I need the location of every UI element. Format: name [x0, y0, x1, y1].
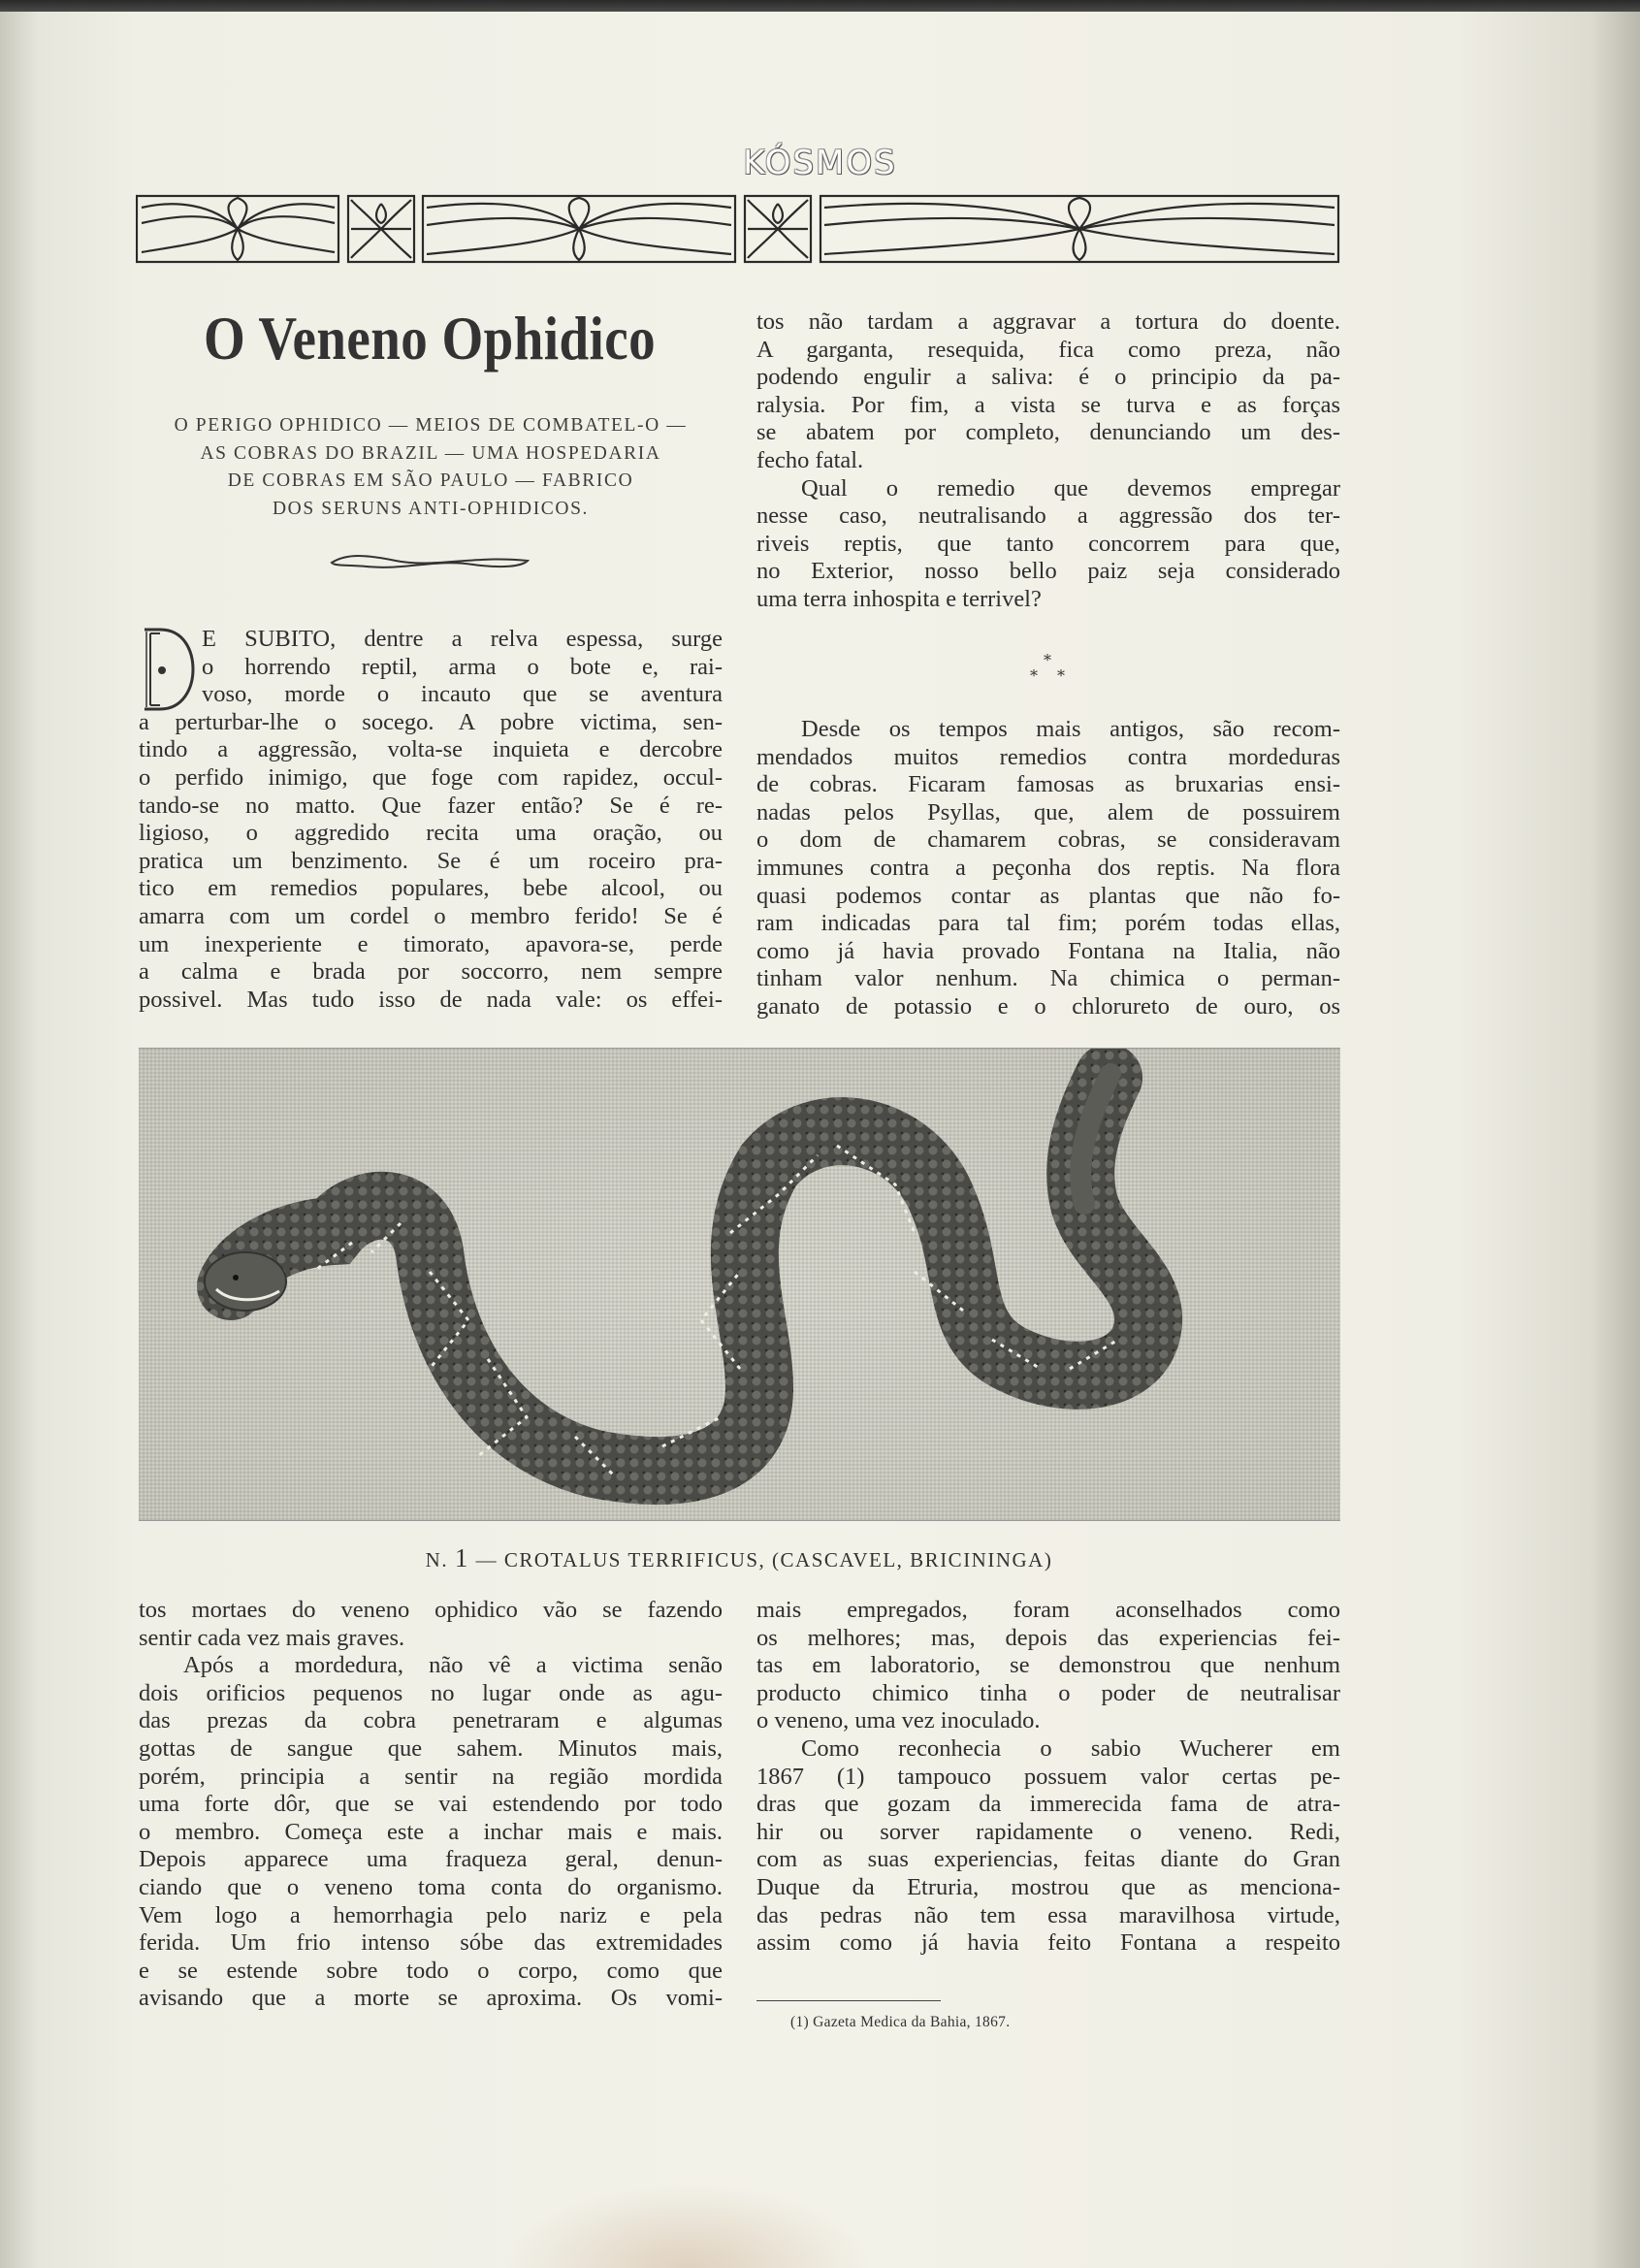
text-line: riveis reptis, que tanto concorrem para que,	[756, 530, 1340, 557]
text-line: possivel. Mas tudo isso de nada vale: os effei-	[139, 986, 723, 1013]
text-line: producto chimico tinha o poder de neutralisar	[756, 1679, 1340, 1706]
text-line: tos não tardam a aggravar a tortura do doente.	[756, 308, 1340, 335]
text-line: e se estende sobre todo o corpo, como que	[139, 1957, 723, 1984]
floral-ornament-border	[136, 194, 1340, 264]
asterism-section-break-icon	[1009, 652, 1086, 691]
text-line: como já havia provado Fontana na Italia, não	[756, 937, 1340, 964]
text-line: E SUBITO, dentre a relva espessa, surge	[202, 626, 723, 652]
text-line: Como reconhecia o sabio Wucherer em	[801, 1734, 1340, 1762]
footnote: (1) Gazeta Medica da Bahia, 1867.	[790, 2014, 1011, 2030]
right-column-bottom	[756, 1597, 1340, 1958]
text-line: voso, morde o incauto que se aventura	[202, 681, 723, 708]
subtitle-line: DOS SERUNS ANTI-OPHIDICOS.	[272, 498, 589, 519]
magazine-masthead: KÓSMOS	[743, 144, 897, 182]
text-line: o horrendo reptil, arma o bote e, rai-	[202, 653, 723, 680]
decorative-swash-divider	[328, 551, 531, 572]
text-line: ciando que o veneno toma conta do organismo.	[139, 1873, 723, 1900]
text-line: se abatem por completo, denunciando um des-	[756, 419, 1340, 446]
text-line: Depois apparece uma fraqueza geral, denun-	[139, 1846, 723, 1873]
text-line: mais empregados, foram aconselhados como	[756, 1597, 1340, 1623]
article-subtitle	[139, 412, 723, 523]
text-line: dois orificios pequenos no lugar onde as agu-	[139, 1679, 723, 1706]
text-line: avisando que a morte se aproxima. Os vomi-	[139, 1985, 723, 2012]
text-line: tico em remedios populares, bebe alcool, ou	[139, 875, 723, 902]
figure-number: 1	[454, 1543, 469, 1572]
text-line: nadas pelos Psyllas, que, alem de possuirem	[756, 798, 1340, 826]
svg-text:*: *	[1057, 666, 1065, 685]
text-line: Desde os tempos mais antigos, são recom-	[801, 716, 1340, 742]
text-line: o veneno, uma vez inoculado.	[756, 1707, 1041, 1734]
text-line: sentir cada vez mais graves.	[139, 1624, 405, 1651]
text-line: ralysia. Por fim, a vista se turva e as forças	[756, 391, 1340, 418]
svg-text:*: *	[1044, 652, 1051, 669]
left-column-bottom	[139, 1597, 723, 2013]
text-line: 1867 (1) tampouco possuem valor certas pe-	[756, 1763, 1340, 1790]
text-line: hir ou sorver rapidamente o veneno. Redi,	[756, 1818, 1340, 1845]
figure-caption	[0, 1543, 1478, 1573]
text-line: a calma e brada por soccorro, nem sempre	[139, 958, 723, 986]
snake-illustration-icon	[139, 1049, 1340, 1520]
text-line: no Exterior, nosso bello paiz seja considerado	[756, 558, 1340, 585]
right-column-middle	[756, 716, 1340, 1021]
text-line: fecho fatal.	[756, 446, 864, 473]
text-line: dras que gozam da immerecida fama de atra-	[756, 1791, 1340, 1818]
text-line: Após a mordedura, não vê a victima senão	[183, 1652, 723, 1679]
svg-text:*: *	[1030, 666, 1038, 685]
text-line: gottas de sangue que sahem. Minutos mais,	[139, 1734, 723, 1762]
text-line: assim como já havia feito Fontana a respeito	[756, 1929, 1340, 1957]
scan-top-edge	[0, 0, 1640, 12]
text-line: tinham valor nenhum. Na chimica o perman-	[756, 965, 1340, 992]
article-title: O Veneno Ophidico	[203, 304, 657, 373]
text-line: Qual o remedio que devemos empregar	[801, 474, 1340, 502]
text-line: tas em laboratorio, se demonstrou que nenhum	[756, 1652, 1340, 1679]
text-line: tos mortaes do veneno ophidico vão se fazendo	[139, 1597, 723, 1623]
text-line: os melhores; mas, depois das experiencias fei-	[756, 1624, 1340, 1651]
text-line: das pedras não tem essa maravilhosa virtude,	[756, 1901, 1340, 1928]
text-line: ganato de potassio e o chlorureto de ouro, os	[756, 992, 1340, 1020]
footnote-divider	[756, 2000, 941, 2001]
rattlesnake-photo	[139, 1048, 1340, 1521]
text-line: Vem logo a hemorrhagia pelo nariz e pela	[139, 1901, 723, 1928]
subtitle-line: AS COBRAS DO BRAZIL — UMA HOSPEDARIA	[200, 442, 661, 464]
text-line: mendados muitos remedios contra mordeduras	[756, 743, 1340, 770]
text-line: Duque da Etruria, mostrou que as menciona-	[756, 1873, 1340, 1900]
text-line: o dom de chamarem cobras, se consideravam	[756, 826, 1340, 854]
text-line: nesse caso, neutralisando a aggressão dos ter-	[756, 502, 1340, 530]
text-line: porém, principia a sentir na região mordida	[139, 1763, 723, 1790]
text-line: tando-se no matto. Que fazer então? Se é re-	[139, 792, 723, 819]
text-line: pratica um benzimento. Se é um roceiro pra-	[139, 847, 723, 874]
text-line: um inexperiente e timorato, apavora-se, perde	[139, 930, 723, 957]
subtitle-line: O PERIGO OPHIDICO — MEIOS DE COMBATEL-O —	[174, 415, 688, 436]
figure-caption-text: — CROTALUS TERRIFICUS, (CASCAVEL, BRICININGA)	[475, 1548, 1053, 1571]
text-line: immunes contra a peçonha dos reptis. Na flora	[756, 854, 1340, 881]
text-line: o perfido inimigo, que foge com rapidez, occul-	[139, 763, 723, 791]
text-line: ram indicadas para tal fim; porém todas ellas,	[756, 910, 1340, 937]
text-line: de cobras. Ficaram famosas as bruxarias ensi-	[756, 771, 1340, 798]
figure-number-prefix: N.	[425, 1548, 449, 1571]
right-column-top	[756, 308, 1340, 614]
text-line: podendo engulir a saliva: é o principio da pa-	[756, 364, 1340, 391]
text-line: A garganta, resequida, fica como preza, não	[756, 336, 1340, 363]
text-line: quasi podemos contar as plantas que não fo-	[756, 882, 1340, 909]
text-line: ligioso, o aggredido recita uma oração, ou	[139, 820, 723, 847]
text-line: ferida. Um frio intenso sóbe das extremidades	[139, 1929, 723, 1957]
text-line: uma terra inhospita e terrivel?	[756, 585, 1042, 612]
text-line: amarra com um cordel o membro ferido! Se é	[139, 902, 723, 929]
paper-stain	[504, 2183, 873, 2268]
text-line: com as suas experiencias, feitas diante do Gran	[756, 1846, 1340, 1873]
text-line: tindo a aggressão, volta-se inquieta e dercobre	[139, 736, 723, 763]
text-line: a perturbar-lhe o socego. A pobre victima, sen-	[139, 708, 723, 735]
text-line: o membro. Começa este a inchar mais e mais.	[139, 1818, 723, 1845]
text-line: uma forte dôr, que se vai estendendo por todo	[139, 1791, 723, 1818]
text-line: das prezas da cobra penetraram e algumas	[139, 1707, 723, 1734]
subtitle-line: DE COBRAS EM SÃO PAULO — FABRICO	[227, 470, 634, 491]
left-column-top	[139, 626, 723, 1014]
